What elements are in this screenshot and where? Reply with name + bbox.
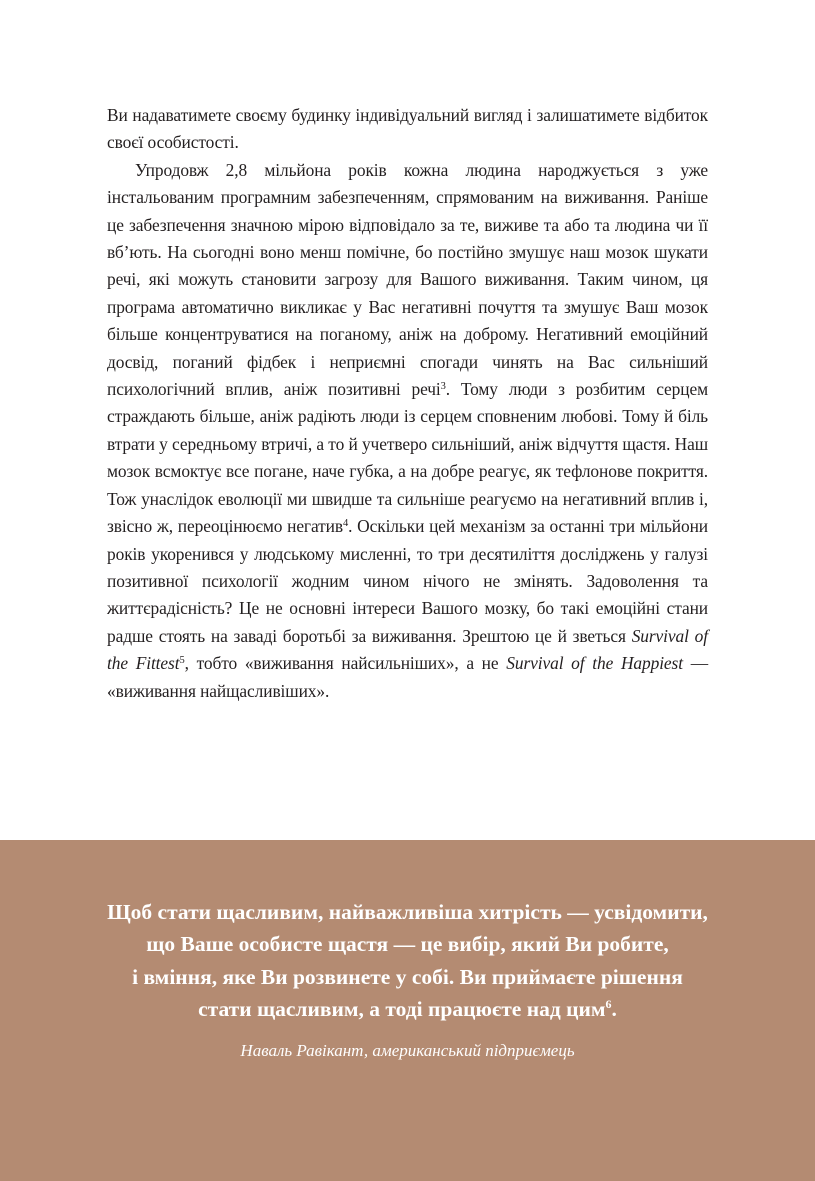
footnote-ref-4: 4 [342, 518, 349, 530]
quote-line-4-text: стати щасливим, а тоді працюєте над цим [198, 996, 606, 1021]
quote-line-1: Щоб стати щасливим, найважливіша хитрість — усвідомити, [107, 900, 708, 924]
main-text [107, 102, 708, 705]
quote-end-punct: . [611, 996, 617, 1021]
phrase-survival-happiest: Survival of the Happiest [506, 653, 683, 674]
paragraph-2-part-4: , тобто «виживання найсильніших», а не [184, 653, 507, 674]
quote-author: Наваль Равікант, американський підприємець [240, 1041, 575, 1060]
footnote-ref-6: 6 [605, 996, 612, 1011]
quote-line-3: і вміння, яке Ви розвинете у собі. Ви приймаєте рішення [132, 964, 683, 989]
paragraph-2 [107, 157, 708, 705]
paragraph-2-part-1: Упродовж 2,8 мільйона років кожна людина народжується з уже інстальованим програмним забезпеченням, спрямованим на виживання. Раніше це забезпечення значною мірою відповідало за те, виживе та або та людина чи її вб’ють. На сьогодні воно менш помічне, бо постійно змушує наш мозок шукати речі, які можуть становити загрозу для Вашого виживання. Таким чином, ця програма автоматично викликає у Вас негативні почуття та змушує Ваш мозок більше концентруватися на поганому, аніж на доброму. Негативний емоційний досвід, поганий фідбек і неприємні спогади чинять на Вас сильніший психологічний вплив, аніж позитивні речі [107, 159, 708, 400]
paragraph-2-part-3: . Оскільки цей механізм за останні три мільйони років укоренився у людському мисленні, то три десятиліття досліджень у галузі позитивної психології жодним чином нічого не змінять. Задоволення та життєрадісність? Це не основні інтереси Вашого мозку, бо такі емоційні стани радше стоять на заваді боротьбі за виживання. Зрештою це й зветься [107, 516, 708, 646]
paragraph-2-part-2: . Тому люди з розбитим серцем страждають більше, аніж радіють люди із серцем сповненим любові. Тому й біль втрати у середньому втричі, а то й учетверо сильніший, аніж відчуття щастя. Наш мозок всмоктує все погане, наче губка, а на добре реагує, як тефлонове покриття. Тож унаслідок еволюції ми швидше та сильніше реагуємо на негативний вплив і, звісно ж, переоцінюємо негатив [107, 379, 708, 537]
phrase-survival-fittest: Survival of the Fittest [107, 625, 708, 674]
quote-box [0, 840, 815, 1181]
paragraph-1: Ви надаватимете своєму будинку індивідуальний вигляд і залишатимете відбиток своєї особистості. [107, 105, 708, 153]
quote-line-4 [70, 993, 745, 1025]
paragraph-2-part-5: — «виживання найщасливіших». [107, 653, 708, 701]
quote-line-2: що Ваше особисте щастя — це вибір, який Ви робите, [146, 932, 669, 957]
footnote-ref-3: 3 [440, 381, 446, 393]
quote-text [70, 896, 745, 1025]
footnote-ref-5: 5 [179, 655, 185, 667]
